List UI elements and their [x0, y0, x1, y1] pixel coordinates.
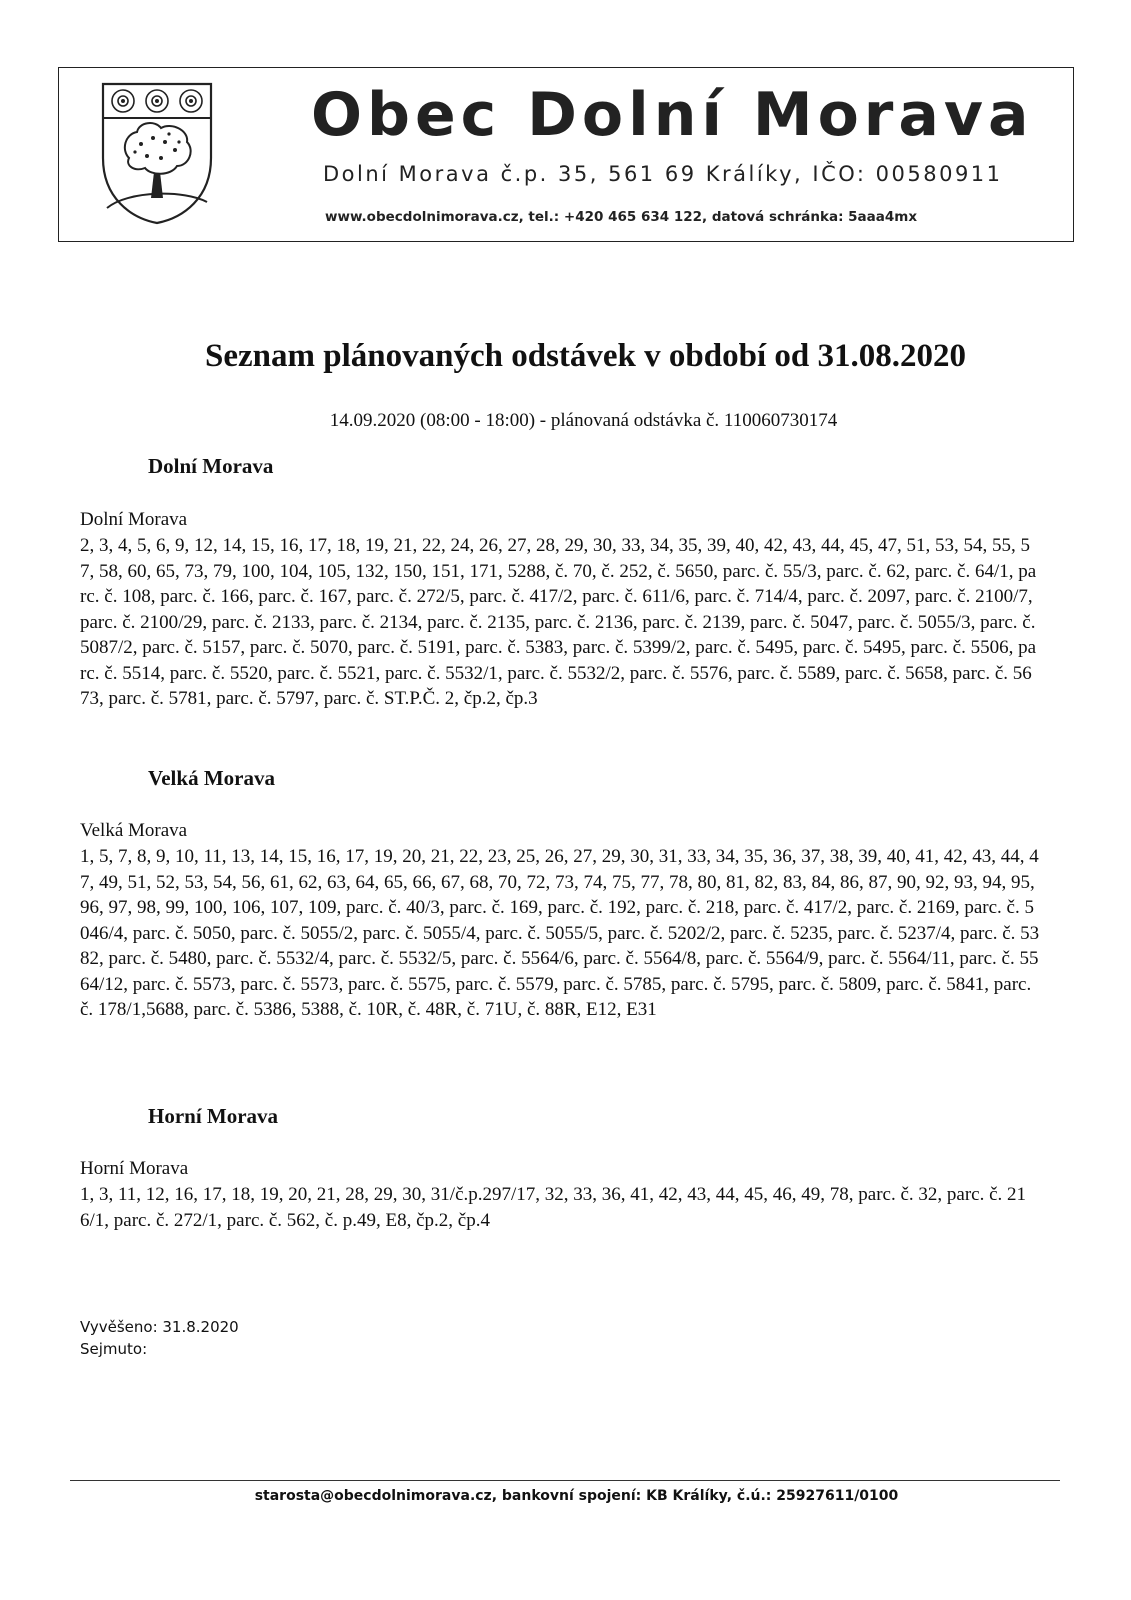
section-place-velka-morava: Velká Morava [80, 820, 188, 841]
municipality-address: Dolní Morava č.p. 35, 561 69 Králíky, IČO: 00580911 [323, 162, 1003, 186]
removed-date: Sejmuto: [80, 1340, 148, 1358]
posting-info [80, 1316, 239, 1360]
section-addresses-velka-morava: 1, 5, 7, 8, 9, 10, 11, 13, 14, 15, 16, 17, 19, 20, 21, 22, 23, 25, 26, 27, 29, 30, 31, 33, 34, 35, 36, 37, 38, 39, 40, 41, 42, 43, 44, 47, 49, 51, 52, 53, 54, 56, 61, 62, 63, 64, 65, 66, 67, 68, 70, 72, 73, 74, 75, 77, 78, 80, 81, 82, 83, 84, 86, 87, 90, 92, 93, 94, 95, 96, 97, 98, 99, 100, 106, 107, 109, parc. č. 40/3, parc. č. 169, parc. č. 192, parc. č. 218, parc. č. 417/2, parc. č. 2169, parc. č. 5046/4, parc. č. 5050, parc. č. 5055/2, parc. č. 5055/4, parc. č. 5055/5, parc. č. 5202/2, parc. č. 5235, parc. č. 5237/4, parc. č. 5382, parc. č. 5480, parc. č. 5532/4, parc. č. 5532/5, parc. č. 5564/6, parc. č. 5564/8, parc. č. 5564/9, parc. č. 5564/11, parc. č. 5564/12, parc. č. 5573, parc. č. 5573, parc. č. 5575, parc. č. 5579, parc. č. 5785, parc. č. 5795, parc. č. 5809, parc. č. 5841, parc. č. 178/1,5688, parc. č. 5386, 5388, č. 10R, č. 48R, č. 71U, č. 88R, E12, E31 [80, 846, 1040, 1020]
footer-divider [70, 1480, 1060, 1481]
coat-of-arms-icon [99, 80, 215, 226]
section-heading-velka-morava: Velká Morava [148, 766, 275, 790]
section-place-horni-morava: Horní Morava [80, 1158, 189, 1179]
outage-info: 14.09.2020 (08:00 - 18:00) - plánovaná odstávka č. 110060730174 [329, 410, 838, 431]
footer-contact: starosta@obecdolnimorava.cz, bankovní spojení: KB Králíky, č.ú.: 25927611/0100 [254, 1488, 899, 1504]
section-heading-horni-morava: Horní Morava [148, 1104, 279, 1128]
section-place-dolni-morava: Dolní Morava [80, 509, 188, 530]
section-heading-dolni-morava: Dolní Morava [148, 454, 274, 478]
document-title: Seznam plánovaných odstávek v období od 31.08.2020 [205, 338, 966, 374]
letterhead [58, 67, 1074, 242]
municipality-contact: www.obecdolnimorava.cz, tel.: +420 465 634 122, datová schránka: 5aaa4mx [325, 209, 918, 225]
posted-date: Vyvěšeno: 31.8.2020 [80, 1318, 239, 1336]
section-addresses-horni-morava: 1, 3, 11, 12, 16, 17, 18, 19, 20, 21, 28, 29, 30, 31/č.p.297/17, 32, 33, 36, 41, 42, 43, 44, 45, 46, 49, 78, parc. č. 32, parc. č. 216/1, parc. č. 272/1, parc. č. 562, č. p.49, E8, čp.2, čp.4 [80, 1184, 1027, 1231]
section-addresses-dolni-morava: 2, 3, 4, 5, 6, 9, 12, 14, 15, 16, 17, 18, 19, 21, 22, 24, 26, 27, 28, 29, 30, 33, 34, 35, 39, 40, 42, 43, 44, 45, 47, 51, 53, 54, 55, 57, 58, 60, 65, 73, 79, 100, 104, 105, 132, 150, 151, 171, 5288, č. 70, č. 252, č. 5650, parc. č. 55/3, parc. č. 62, parc. č. 64/1, parc. č. 108, parc. č. 166, parc. č. 167, parc. č. 272/5, parc. č. 417/2, parc. č. 611/6, parc. č. 714/4, parc. č. 2097, parc. č. 2100/7, parc. č. 2100/29, parc. č. 2133, parc. č. 2134, parc. č. 2135, parc. č. 2136, parc. č. 2139, parc. č. 5047, parc. č. 5055/3, parc. č. 5087/2, parc. č. 5157, parc. č. 5070, parc. č. 5191, parc. č. 5383, parc. č. 5399/2, parc. č. 5495, parc. č. 5495, parc. č. 5506, parc. č. 5514, parc. č. 5520, parc. č. 5521, parc. č. 5532/1, parc. č. 5532/2, parc. č. 5576, parc. č. 5589, parc. č. 5658, parc. č. 5673, parc. č. 5781, parc. č. 5797, parc. č. ST.P.Č. 2, čp.2, čp.3 [80, 535, 1037, 709]
municipality-title: Obec Dolní Morava [311, 80, 1034, 150]
